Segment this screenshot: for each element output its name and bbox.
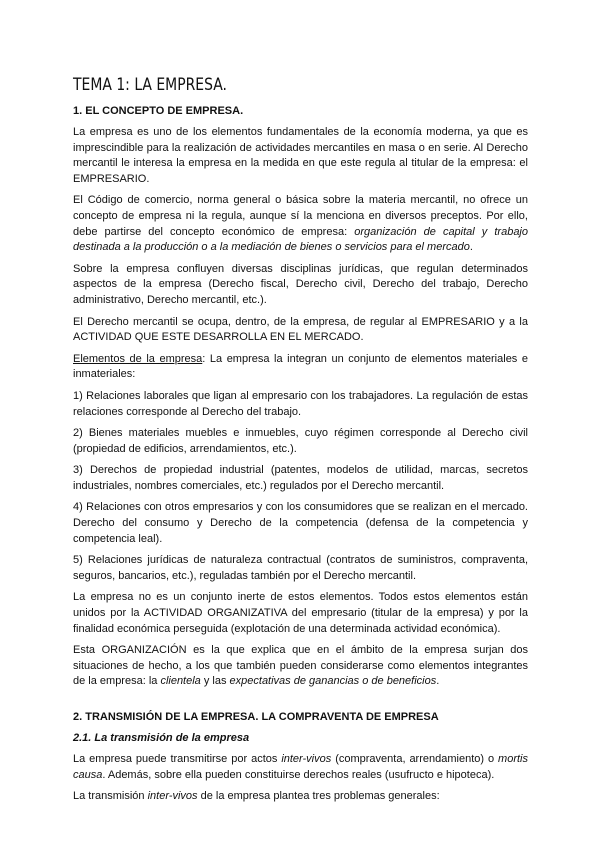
list-item: 4) Relaciones con otros empresarios y con los consumidores que se realizan en el mercado. Derecho del consumo y Derecho de la competencia (defensa de la competencia y competencia leal). — [73, 501, 528, 545]
text: Esta ORGANIZACIÓN es la que explica que en el ámbito de la empresa surjan dos situaciones de hecho, a los que también pueden considerarse como elementos integrantes de la empresa: la — [73, 644, 528, 688]
expectativas-term: expectativas de ganancias o de beneficios — [229, 675, 437, 688]
list-item: 3) Derechos de propiedad industrial (patentes, modelos de utilidad, marcas, secretos industriales, nombres comerciales, etc.) regulados por el Derecho mercantil. — [73, 464, 528, 492]
inter-vivos-term: inter-vivos — [147, 790, 198, 803]
paragraph-disciplinas: Sobre la empresa confluyen diversas disciplinas jurídicas, que regulan determinados aspectos de la empresa (Derecho fiscal, Derecho civil, Derecho del trabajo, Derecho administrativo, Derecho mercantil, etc.). — [73, 262, 528, 306]
text: (compraventa, arrendamiento) o — [331, 753, 499, 765]
subsection-2-1-heading: 2.1. La transmisión de la empresa — [73, 732, 250, 744]
elements-label: Elementos de la empresa — [73, 352, 203, 365]
paragraph-organizacion — [73, 643, 528, 690]
mortis-causa-term: mortis causa — [73, 753, 528, 781]
paragraph-codigo — [73, 193, 528, 255]
text: La empresa puede transmitirse por actos — [73, 753, 282, 765]
text: . Además, sobre ella pueden constituirse derechos reales (usufructo e hipoteca). — [102, 768, 495, 781]
paragraph-problemas — [73, 789, 528, 805]
text: . — [469, 241, 473, 254]
paragraph-elementos — [73, 352, 528, 383]
paragraph-transmision — [73, 752, 528, 783]
document-title: TEMA 1: LA EMPRESA. — [73, 75, 227, 95]
inter-vivos-term: inter-vivos — [281, 753, 332, 765]
text: : La empresa la integran un conjunto de elementos materiales e inmateriales: — [73, 352, 528, 381]
text: y las — [200, 675, 230, 688]
paragraph-conjunto: La empresa no es un conjunto inerte de estos elementos. Todos estos elementos están unidos por la ACTIVIDAD ORGANIZATIVA del empresario (titular de la empresa) y por la finalidad económica perseguida (explotación de una determinada actividad económica). — [73, 591, 528, 635]
economic-definition: organización de capital y trabajo destinada a la producción o a la mediación de bienes o servicios para el mercado — [73, 225, 528, 254]
text: La transmisión — [73, 790, 148, 803]
list-item: 1) Relaciones laborales que ligan al empresario con los trabajadores. La regulación de estas relaciones corresponde al Derecho del trabajo. — [73, 389, 528, 418]
list-item: 2) Bienes materiales muebles e inmuebles, cuyo régimen corresponde al Derecho civil (propiedad de edificios, arrendamientos, etc.). — [73, 427, 528, 455]
text: de la empresa plantea tres problemas generales: — [197, 790, 440, 803]
paragraph-intro: La empresa es uno de los elementos fundamentales de la economía moderna, ya que es imprescindible para la realización de actividades mercantiles en masa o en serie. Al Derecho mercantil le interesa la empresa en la medida en que este regula al titular de la empresa: el EMPRESARIO. — [73, 126, 528, 185]
section-2-heading: 2. TRANSMISIÓN DE LA EMPRESA. LA COMPRAVENTA DE EMPRESA — [73, 711, 439, 723]
text: El Código de comercio, norma general o básica sobre la materia mercantil, no ofrece un concepto de empresa ni la regula, aunque sí la menciona en diversos preceptos. Por ello, debe partirse del concepto económico de empresa: — [73, 194, 528, 238]
paragraph-derecho-mercantil: El Derecho mercantil se ocupa, dentro, de la empresa, de regular al EMPRESARIO y a la ACTIVIDAD QUE ESTE DESARROLLA EN EL MERCADO. — [73, 315, 528, 344]
list-item: 5) Relaciones jurídicas de naturaleza contractual (contratos de suministros, compraventa, seguros, bancarios, etc.), reguladas también por el Derecho mercantil. — [73, 554, 528, 582]
text: . — [436, 675, 440, 688]
clientela-term: clientela — [160, 675, 201, 688]
section-1-heading: 1. EL CONCEPTO DE EMPRESA. — [73, 105, 244, 117]
